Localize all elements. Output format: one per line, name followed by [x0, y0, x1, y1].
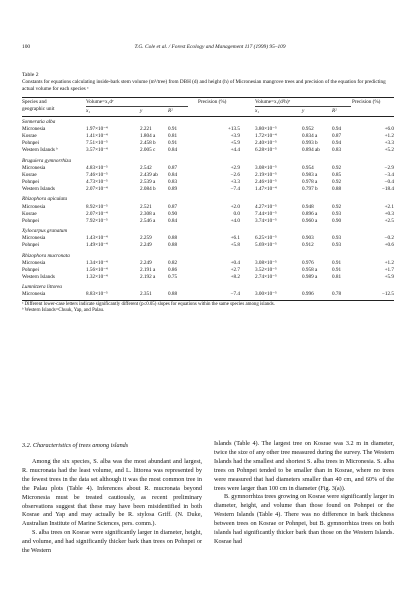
table-caption: Constants for equations calculating inside-bark stem volume (m³/tree) from DBH (d) and height (h) of Micronesian mangrove trees and precision of the equation for predicting actual volume for each species ᵃ: [22, 79, 386, 92]
table-cell-yb: 0.894 ab: [302, 147, 320, 154]
table-cell-r2: 0.81: [168, 133, 178, 140]
table-cell-x1b: 2.74×10⁻⁵: [255, 273, 277, 280]
table-cell-precision-1: +2.7: [230, 266, 240, 273]
table-cell-r2b: 0.92: [332, 164, 342, 171]
table-cell-x1: 2.07×10⁻⁴: [86, 210, 108, 217]
table-cell-r2: 0.82: [168, 259, 178, 266]
header-y: y: [140, 108, 143, 114]
table-cell-r2: 0.87: [168, 203, 178, 210]
right-column: [214, 440, 394, 547]
table-cell-precision-2: +2.1: [384, 203, 394, 210]
table-cell-precision-1: +0.4: [230, 259, 240, 266]
table-cell-precision-2: −0.4: [384, 179, 394, 185]
table-cell-r2b: 0.92: [332, 203, 342, 210]
table-cell-unit: Pohnpei: [22, 242, 40, 249]
table-cell-x1b: 3.00×10⁻⁵: [255, 291, 277, 298]
table-cell-yb: 0.996: [302, 291, 314, 298]
table-footnote-b: ᵇ Western Islands=Chuuk, Yap, and Palau.: [22, 308, 105, 313]
table-cell-precision-2: −2.9: [384, 164, 394, 171]
table-cell-y: 2.351: [140, 291, 152, 298]
table-cell-r2b: 0.92: [332, 179, 342, 185]
table-cell-y: 2.521: [140, 203, 152, 210]
table-cell-precision-1: −7.4: [230, 291, 240, 298]
table-cell-y: 2.192 a: [140, 273, 156, 280]
table-cell-precision-1: +5.9: [230, 140, 240, 147]
table-cell-y: 2.191 a: [140, 266, 156, 273]
table-cell-r2b: 0.94: [332, 140, 342, 147]
running-header: [0, 44, 420, 56]
table-cell-precision-1: +2.9: [230, 164, 240, 171]
table-cell-x1b: 2.19×10⁻⁵: [255, 171, 277, 178]
table-cell-r2b: 0.83: [332, 147, 342, 154]
table-cell-precision-1: +8.2: [230, 273, 240, 280]
table-cell-yb: 0.903: [302, 235, 314, 242]
table-cell-r2b: 0.93: [332, 235, 342, 242]
table-cell-x1b: 7.44×10⁻⁵: [255, 210, 277, 217]
table-cell-yb: 0.989 a: [302, 273, 318, 280]
table-cell-x1b: 3.08×10⁻⁵: [255, 259, 277, 266]
left-column: [22, 458, 202, 556]
table-cell-r2b: 0.91: [332, 266, 342, 273]
table-cell-r2: 0.84: [168, 147, 178, 154]
paragraph: B. gymnorrhiza trees growing on Kosrae were significantly larger in diameter, height, and volume than those found on Pohnpei or the Western Islands (Table 4). There was no difference in bark thickness between trees on Kosrae or Pohnpei, but B. gymnorrhiza trees on both islands had significantly thicker bark than those on the Western Islands. Kosrae had: [214, 493, 394, 545]
table-cell-x1: 1.49×10⁻⁴: [86, 242, 108, 249]
table-cell-r2: 0.86: [168, 266, 178, 273]
table-cell-unit: Micronesia: [22, 291, 46, 298]
table-cell-yb: 0.952: [302, 126, 314, 133]
table-cell-unit: Micronesia: [22, 164, 46, 171]
table-cell-x1b: 3.74×10⁻⁵: [255, 217, 277, 224]
table-cell-yb: 0.912: [302, 242, 314, 249]
table-cell-r2b: 0.87: [332, 133, 342, 140]
table-cell-unit: Kosrae: [22, 210, 37, 217]
table-cell-x1: 8.92×10⁻⁵: [86, 203, 108, 210]
table-cell-y: 2.249: [140, 259, 152, 266]
species-name: Rhizophora mucronata: [22, 252, 70, 259]
table-cell-precision-2: −12.5: [381, 291, 394, 298]
table-cell-unit: Micronesia: [22, 259, 46, 266]
journal-citation: T.G. Cole et al. / Forest Ecology and Management 117 (1999) 95–109: [134, 44, 286, 50]
table-cell-precision-2: +3.3: [384, 140, 394, 147]
table-cell-x1: 2.07×10⁻⁴: [86, 186, 108, 193]
paragraph: S. alba trees on Kosrae were significantly larger in diameter, height, and volume, and had significantly thicker bark than trees on Pohnpei or the Western: [22, 529, 202, 555]
table-cell-yb: 0.834 a: [302, 133, 318, 140]
species-name: Bruguiera gymnorrhiza: [22, 157, 72, 164]
table-cell-yb: 0.958 a: [302, 266, 318, 273]
table-cell-r2b: 0.91: [332, 259, 342, 266]
table-bottom-rule: [22, 300, 394, 301]
table-cell-r2b: 0.88: [332, 186, 342, 193]
table-header-rule: [22, 116, 394, 117]
table-cell-precision-2: −0.2: [384, 235, 394, 242]
table-cell-yb: 0.797 b: [302, 186, 318, 193]
table-cell-precision-1: +13.5: [227, 126, 240, 133]
header-yb: y: [302, 108, 305, 114]
table-cell-y: 2.249: [140, 242, 152, 249]
table-cell-x1: 4.83×10⁻⁵: [86, 164, 108, 171]
species-name: Sonneratia alba: [22, 119, 56, 125]
table-cell-r2b: 0.93: [332, 210, 342, 217]
table-cell-r2b: 0.81: [332, 273, 342, 280]
table-cell-y: 2.084 b: [140, 186, 156, 193]
table-cell-precision-1: +4.0: [230, 217, 240, 224]
table-cell-precision-1: +2.0: [230, 203, 240, 210]
table-cell-x1: 8.83×10⁻⁵: [86, 291, 108, 298]
table-cell-r2b: 0.93: [332, 242, 342, 249]
table-cell-x1: 1.41×10⁻⁴: [86, 133, 108, 140]
table-cell-x1b: 2.46×10⁻⁵: [255, 179, 277, 185]
table-cell-r2: 0.84: [168, 217, 178, 224]
table-cell-x1: 7.46×10⁻⁵: [86, 171, 108, 178]
table-cell-precision-1: +4.4: [230, 147, 240, 154]
table-cell-unit: Western Islands ᵇ: [22, 147, 58, 154]
section-title: 3.2. Characteristics of trees among islands: [22, 442, 129, 449]
table-cell-precision-2: +0.3: [384, 210, 394, 217]
table-cell-y: 2.221: [140, 126, 152, 133]
header-species: Species and: [22, 99, 47, 105]
table-cell-unit: Pohnpei: [22, 179, 40, 185]
table-cell-r2b: 0.85: [332, 171, 342, 178]
table-cell-unit: Micronesia: [22, 126, 46, 133]
header-x1: x₁: [86, 108, 91, 114]
table-cell-y: 2.308 a: [140, 210, 156, 217]
table-cell-y: 2.546 a: [140, 217, 156, 224]
table-cell-x1: 3.57×10⁻⁴: [86, 147, 108, 154]
table-cell-r2: 0.88: [168, 291, 178, 298]
header-precision-2: Precision (%): [352, 99, 381, 105]
table-cell-precision-2: +5.9: [384, 273, 394, 280]
table-cell-unit: Western Islands: [22, 186, 55, 193]
table-cell-x1b: 1.47×10⁻⁴: [255, 186, 277, 193]
table-cell-precision-2: −18.4: [381, 186, 394, 193]
header-r2: R²: [168, 108, 173, 114]
table-cell-y: 2.542: [140, 164, 152, 171]
table-cell-unit: Kosrae: [22, 133, 37, 140]
header-eq1: Volume=x₁dʸ: [86, 99, 114, 105]
table-cell-precision-2: +5.2: [384, 147, 394, 154]
table-cell-x1b: 3.52×10⁻⁵: [255, 266, 277, 273]
table-cell-unit: Pohnpei: [22, 140, 40, 147]
table-cell-precision-2: +1.2: [384, 259, 394, 266]
table-cell-unit: Pohnpei: [22, 217, 40, 224]
table-cell-unit: Micronesia: [22, 235, 46, 242]
table-cell-precision-1: +3.9: [230, 133, 240, 140]
table-cell-yb: 0.896 a: [302, 210, 318, 217]
table-cell-y: 2.259: [140, 235, 152, 242]
table-cell-unit: Kosrae: [22, 171, 37, 178]
table-cell-yb: 0.948: [302, 203, 314, 210]
table-cell-x1b: 1.72×10⁻⁴: [255, 133, 277, 140]
table-cell-x1b: 5.69×10⁻⁵: [255, 242, 277, 249]
table-label: Table 2: [22, 72, 39, 78]
table-cell-r2b: 0.78: [332, 291, 342, 298]
table-cell-y: 2.005 c: [140, 147, 156, 154]
table-cell-x1: 1.43×10⁻⁴: [86, 235, 108, 242]
table-cell-x1b: 2.40×10⁻⁵: [255, 140, 277, 147]
table-cell-y: 2.458 b: [140, 140, 156, 147]
table-cell-x1: 1.97×10⁻⁴: [86, 126, 108, 133]
page-number: 100: [22, 44, 31, 50]
table-cell-x1: 1.56×10⁻⁴: [86, 266, 108, 273]
table-cell-precision-2: +2.5: [384, 217, 394, 224]
table-cell-precision-1: +5.8: [230, 242, 240, 249]
table-cell-unit: Pohnpei: [22, 266, 40, 273]
table-cell-precision-1: 0.0: [233, 210, 240, 217]
table-cell-x1b: 4.27×10⁻⁵: [255, 203, 277, 210]
table-cell-x1: 4.73×10⁻⁵: [86, 179, 108, 185]
table-cell-r2: 0.90: [168, 210, 178, 217]
header-eq2-rule: [255, 106, 351, 107]
table-cell-r2: 0.75: [168, 273, 178, 280]
table-cell-x1b: 6.28×10⁻⁵: [255, 147, 277, 154]
header-precision-1: Precision (%): [198, 99, 227, 105]
table-cell-x1: 7.92×10⁻⁵: [86, 217, 108, 224]
table-cell-r2: 0.88: [168, 242, 178, 249]
table-cell-x1: 1.34×10⁻⁴: [86, 259, 108, 266]
table-cell-precision-2: +6.0: [384, 126, 394, 133]
table-cell-y: 2.439 ab: [140, 171, 158, 178]
species-name: Rhizophora apiculata: [22, 196, 68, 203]
table-footnote-a: ᵃ Different lower-case letters indicate significantly different (p≤0.05) slopes for equations within the same species among islands.: [22, 301, 275, 307]
table-cell-y: 2.539 a: [140, 179, 156, 185]
table-cell-yb: 0.960 a: [302, 217, 318, 224]
table-cell-precision-1: −7.4: [230, 186, 240, 193]
header-r2b: R²: [332, 108, 337, 114]
header-species-2: geographic unit: [22, 106, 55, 112]
species-name: Lumnitzera littorea: [22, 284, 63, 291]
table-cell-r2: 0.84: [168, 171, 178, 178]
table-cell-precision-2: +1.2: [384, 133, 394, 140]
table-cell-unit: Micronesia: [22, 203, 46, 210]
table-cell-r2: 0.89: [168, 186, 178, 193]
table-cell-r2: 0.83: [168, 179, 178, 185]
table-cell-yb: 0.983 a: [302, 171, 318, 178]
table-cell-r2: 0.91: [168, 140, 178, 147]
table-cell-precision-1: +6.1: [230, 235, 240, 242]
header-x1b: x₁: [255, 108, 260, 114]
table-cell-precision-1: −2.6: [230, 171, 240, 178]
table-cell-r2: 0.91: [168, 126, 178, 133]
header-eq1-rule: [86, 106, 188, 107]
table-top-rule: [22, 97, 394, 98]
table-cell-x1b: 6.25×10⁻⁵: [255, 235, 277, 242]
table-cell-x1: 7.51×10⁻⁵: [86, 140, 108, 147]
table-cell-yb: 0.978 a: [302, 179, 318, 185]
table-cell-yb: 0.976: [302, 259, 314, 266]
table-cell-precision-2: +0.6: [384, 242, 394, 249]
species-name: Xylocarpus granatum: [22, 228, 68, 234]
table-cell-yb: 0.993 b: [302, 140, 318, 147]
table-cell-precision-2: −3.4: [384, 171, 394, 178]
table-cell-r2b: 0.94: [332, 126, 342, 133]
paragraph: Islands (Table 4). The largest tree on Kosrae was 3.2 m in diameter, twice the size of any other tree measured during the survey. The Western Islands had the smallest and shortest S. alba trees in Micronesia. S. alba trees on Pohnpei tended to be smaller than in Kosrae, where no trees were measured that had diameters smaller than 40 cm, and 60% of the trees were larger than 100 cm in diameter (Fig. 3(a)).: [214, 440, 394, 492]
table-cell-y: 1.804 a: [140, 133, 156, 140]
table-cell-yb: 0.954: [302, 164, 314, 171]
table-cell-x1b: 3.08×10⁻⁵: [255, 164, 277, 171]
table-cell-unit: Western Islands: [22, 273, 55, 280]
table-cell-precision-1: +3.3: [230, 179, 240, 185]
table-cell-r2b: 0.90: [332, 217, 342, 224]
table-cell-r2: 0.87: [168, 164, 178, 171]
header-eq2: Volume=x₁(d²h)ʸ: [255, 99, 291, 105]
table-cell-r2: 0.88: [168, 235, 178, 242]
table-cell-x1: 1.32×10⁻⁴: [86, 273, 108, 280]
table-cell-precision-2: +1.7: [384, 266, 394, 273]
paragraph: Among the six species, S. alba was the most abundant and largest, R. mucronata had the least volume, and L. littorea was represented by the fewest trees in the data set although it was the most common tree in the Palau plots (Table 4). Inferences about R. mucronata beyond Micronesia must be treated cautiously, as recent preliminary observations suggest that these may have been misidentified in both Kosrae and Yap and may actually be R. stylosa Griff. (N. Duke, Australian Institute of Marine Sciences, pers. comm.).: [22, 458, 202, 528]
table-cell-x1b: 3.80×10⁻⁵: [255, 126, 277, 133]
